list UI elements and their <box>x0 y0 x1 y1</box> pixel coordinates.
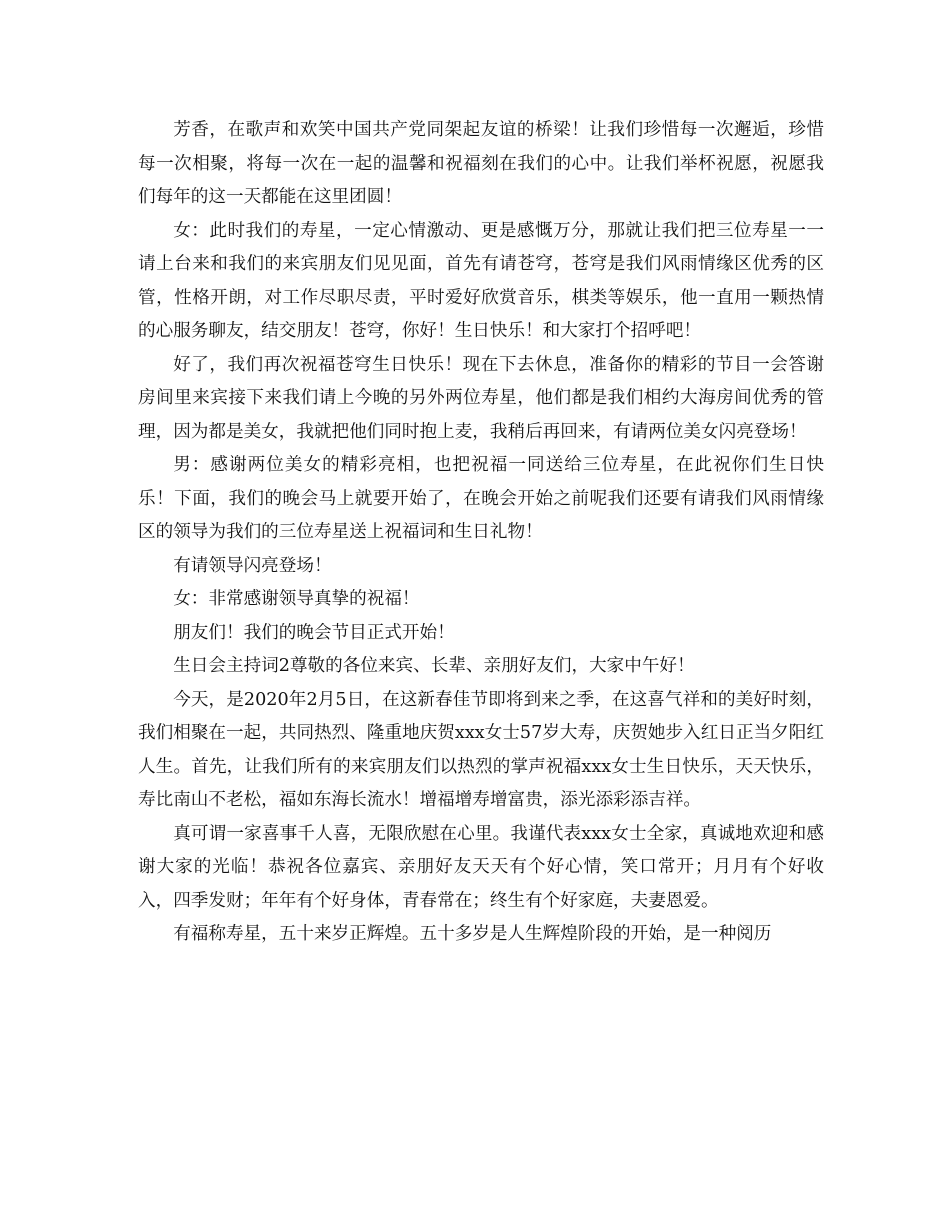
paragraph-5: 有请领导闪亮登场！ <box>173 555 332 576</box>
document-body <box>138 114 824 952</box>
paragraph-3: 好了，我们再次祝福苍穹生日快乐！现在下去休息，准备你的精彩的节目一会答谢房间里来宾接下来我们请上今晚的另外两位寿星，他们都是我们相约大海房间优秀的管理，因为都是美女，我就把他们同时抱上麦，我稍后再回来，有请两位美女闪亮登场！ <box>138 354 824 442</box>
paragraph-4: 男：感谢两位美女的精彩亮相，也把祝福一同送给三位寿星，在此祝你们生日快乐！下面，我们的晚会马上就要开始了，在晚会开始之前呢我们还要有请我们风雨情缘区的领导为我们的三位寿星送上祝福词和生日礼物！ <box>138 455 824 542</box>
paragraph-11: 有福称寿星，五十来岁正辉煌。五十多岁是人生辉煌阶段的开始，是一种阅历 <box>173 924 772 944</box>
paragraph-2: 女：此时我们的寿星，一定心情激动、更是感慨万分，那就让我们把三位寿星一一请上台来和我们的来宾朋友们见见面，首先有请苍穹，苍穹是我们风雨情缘区优秀的区管，性格开朗，对工作尽职尽责，平时爱好欣赏音乐，棋类等娱乐，他一直用一颗热情的心服务聊友，结交朋友！苍穹，你好！生日快乐！和大家打个招呼吧！ <box>138 220 824 341</box>
paragraph-9: 今天，是2020年2月5日，在这新春佳节即将到来之季，在这喜气祥和的美好时刻，我们相聚在一起，共同热烈、隆重地庆贺xxx女士57岁大寿，庆贺她步入红日正当夕阳红人生。首先，让我们所有的来宾朋友们以热烈的掌声祝福xxx女士生日快乐，天天快乐，寿比南山不老松，福如东海长流水！增福增寿增富贵，添光添彩添吉祥。 <box>138 689 824 810</box>
paragraph-8: 生日会主持词2尊敬的各位来宾、长辈、亲朋好友们，大家中午好！ <box>173 656 695 676</box>
paragraph-1: 芳香，在歌声和欢笑中国共产党同架起友谊的桥梁！让我们珍惜每一次邂逅，珍惜每一次相聚，将每一次在一起的温馨和祝福刻在我们的心中。让我们举杯祝愿，祝愿我们每年的这一天都能在这里团圆！ <box>138 120 824 207</box>
paragraph-7: 朋友们！我们的晚会节目正式开始！ <box>173 622 455 643</box>
paragraph-6: 女：非常感谢领导真挚的祝福！ <box>173 589 420 609</box>
paragraph-10: 真可谓一家喜事千人喜，无限欣慰在心里。我谨代表xxx女士全家，真诚地欢迎和感谢大家的光临！恭祝各位嘉宾、亲朋好友天天有个好心情，笑口常开；月月有个好收入，四季发财；年年有个好身体，青春常在；终生有个好家庭，夫妻恩爱。 <box>138 823 824 911</box>
